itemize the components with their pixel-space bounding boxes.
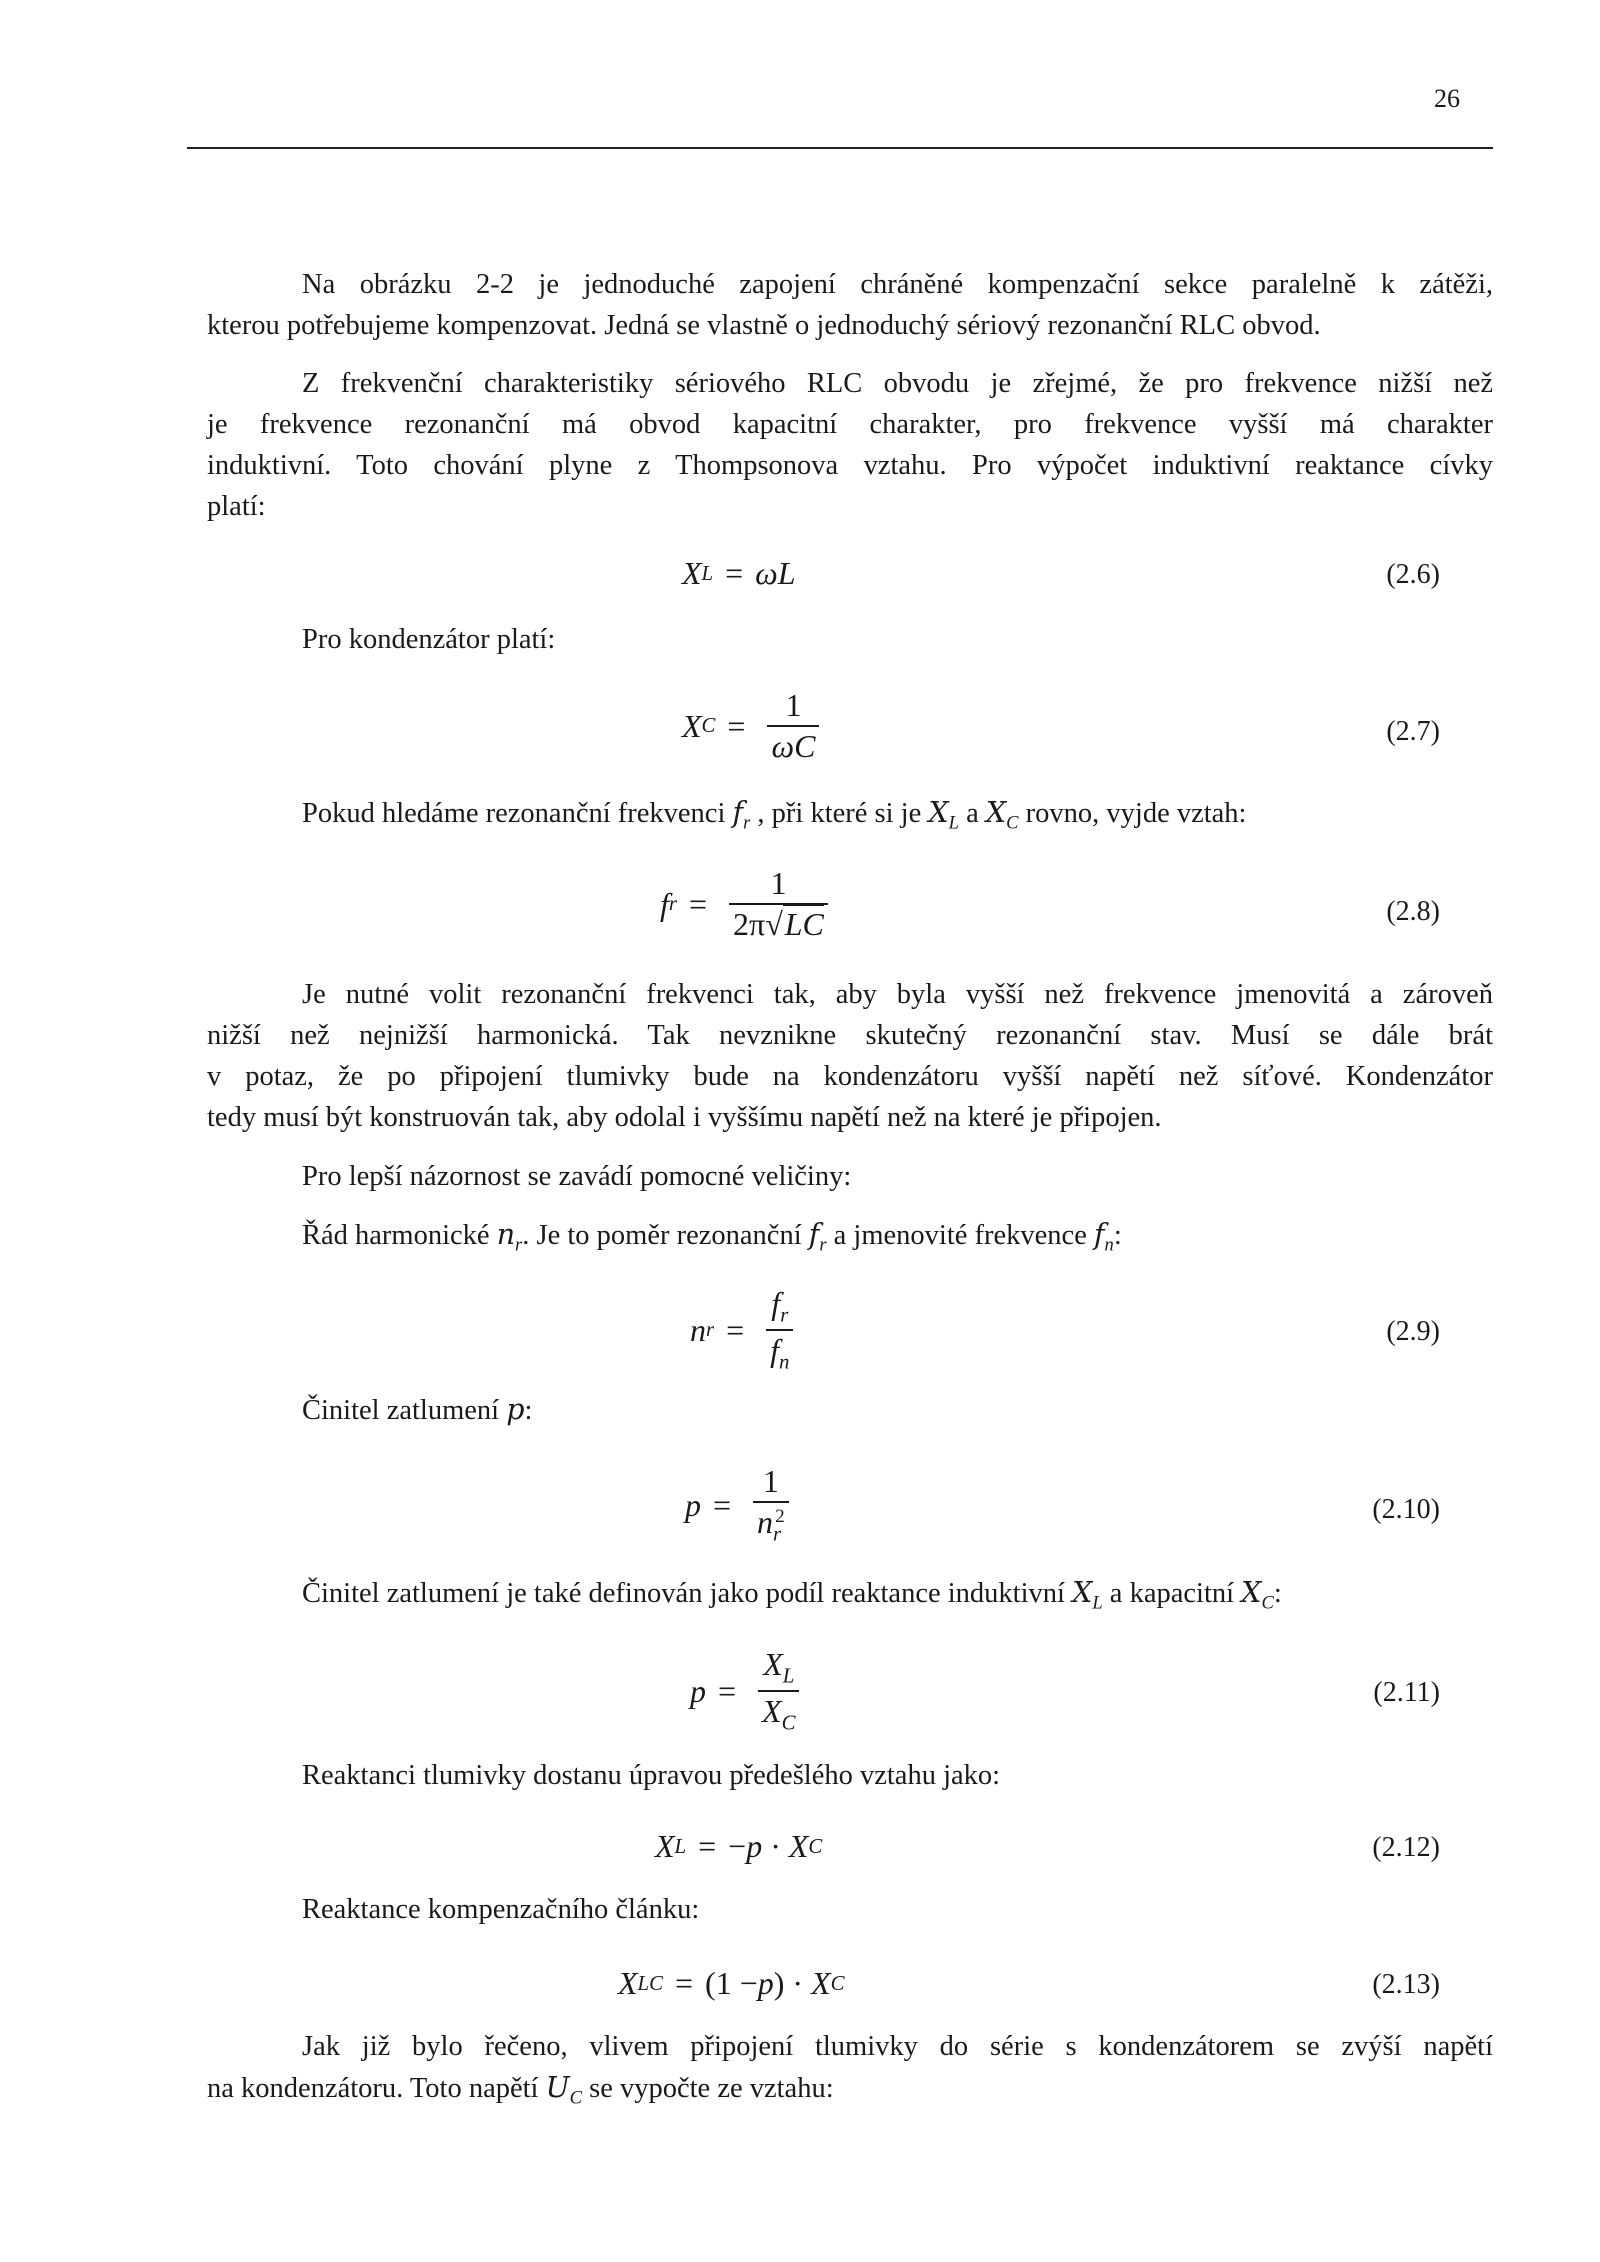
equation-body: X L = − p · X C [655,1828,823,1864]
paragraph-capacitor-voltage [207,2026,1493,2118]
equation-body: n r = $\frac{f_r}{f_n}$ [690,1286,793,1374]
symbol: f [660,885,669,922]
equation-number: (2.6) [1386,559,1440,590]
operator: = [725,555,744,591]
equation-2-7 [560,688,1440,778]
numerator: 1 [785,687,802,723]
equation-number: (2.10) [1372,1494,1440,1525]
text-line: je frekvence rezonanční má obvod kapacitní charakter, pro frekvence vyšší má charakter [207,409,1493,440]
symbol: L [777,555,796,591]
equation-number: (2.11) [1373,1677,1440,1708]
symbol: X [682,707,702,744]
paragraph-resonance-choice [207,974,1493,1138]
numerator: 1 [770,865,787,901]
paragraph-damping-definition: Činitel zatlumení je také definován jako podíl reaktance induktivní $X_L$ a kapacitní $X_C$: [302,1576,1282,1614]
header-rule [187,147,1493,149]
equation-2-12 [560,1810,1440,1900]
text-line: nižší než nejnižší harmonická. Tak nevznikne skutečný rezonanční stav. Musí se dále brát [207,1020,1493,1051]
fraction [767,688,819,764]
equation-body: p = $\frac{X_L}{X_C}$ [690,1647,799,1735]
symbol: ω [755,555,778,591]
paragraph-resonance: Pokud hledáme rezonanční frekvenci $f_r$ , při které si je $X_L$ a $X_C$ rovno, vyjde vztah: [302,796,1247,834]
paragraph-intro [207,264,1493,346]
equation-body [682,688,819,764]
text-line: Je nutné volit rezonanční frekvenci tak, aby byla vyšší než frekvence jmenovitá a zároveň [302,979,1493,1010]
paragraph-capacitor: Pro kondenzátor platí: [302,624,556,655]
equation-body [682,555,796,592]
text-line: na kondenzátoru. Toto napětí $U_C$ se vypočte ze vztahu: [207,2071,834,2109]
subscript: C [701,714,716,738]
text-line: kterou potřebujeme kompenzovat. Jedná se vlastně o jednoduchý sériový rezonanční RLC obvod. [207,310,1321,341]
equation-number: (2.12) [1372,1832,1440,1863]
paragraph-choke-reactance: Reaktanci tlumivky dostanu úpravou předešlého vztahu jako: [302,1760,1001,1791]
fraction: $\frac{1}{n_r^2}$ [753,1464,789,1546]
paragraph-auxiliary: Pro lepší názornost se zavádí pomocné veličiny: [302,1161,852,1192]
equation-2-10 [560,1464,1440,1554]
equation-2-11 [560,1647,1440,1737]
equation-body: X LC = (1 − p ) · X C [618,1965,845,2001]
fraction [729,866,828,942]
equation-number: (2.8) [1386,896,1440,927]
equation-2-6 [560,537,1440,627]
operator: = [727,707,746,744]
equation-2-8 [560,866,1440,956]
text-line: platí: [207,491,266,522]
equation-number: (2.7) [1386,716,1440,747]
fraction: $\frac{f_r}{f_n}$ [766,1286,793,1374]
paragraph-harmonic-order: Řád harmonické $n_r$. Je to poměr rezonanční $f_r$ a jmenovité frekvence $f_n$: [302,1218,1122,1256]
subscript: L [701,561,714,585]
paragraph-frequency-characteristics [207,363,1493,527]
equation-2-13 [560,1947,1440,2037]
equation-number: (2.9) [1386,1316,1440,1347]
text-line: tedy musí být konstruován tak, aby odolal i vyššímu napětí než na které je připojen. [207,1102,1162,1133]
symbol: X [682,555,702,591]
equation-2-9 [560,1286,1440,1376]
text-line: Jak již bylo řečeno, vlivem připojení tlumivky do série s kondenzátorem se zvýší napětí [302,2031,1493,2062]
subscript: r [668,892,677,916]
denominator: 2π√LC [729,903,828,942]
denominator: ωC [767,725,819,764]
text-line: Na obrázku 2-2 je jednoduché zapojení chráněné kompenzační sekce paralelně k zátěži, [302,269,1493,300]
text-line: v potaz, že po připojení tlumivky bude na kondenzátoru vyšší napětí než síťové. Kondenzátor [207,1061,1493,1092]
fraction: $\frac{X_L}{X_C}$ [758,1647,799,1735]
operator: = [688,885,708,922]
equation-body [660,866,828,942]
page-number: 26 [1434,84,1460,113]
equation-number: (2.13) [1372,1969,1440,2000]
text-line: Z frekvenční charakteristiky sériového RLC obvodu je zřejmé, že pro frekvence nižší než [302,368,1493,399]
paragraph-compensation-reactance: Reaktance kompenzačního článku: [302,1894,700,1925]
paragraph-damping-factor: Činitel zatlumení p: [302,1393,533,1426]
equation-body: p = $\frac{1}{n_r^2}$ [685,1464,789,1546]
text-line: induktivní. Toto chování plyne z Thompsonova vztahu. Pro výpočet induktivní reaktance cívky [207,450,1493,481]
